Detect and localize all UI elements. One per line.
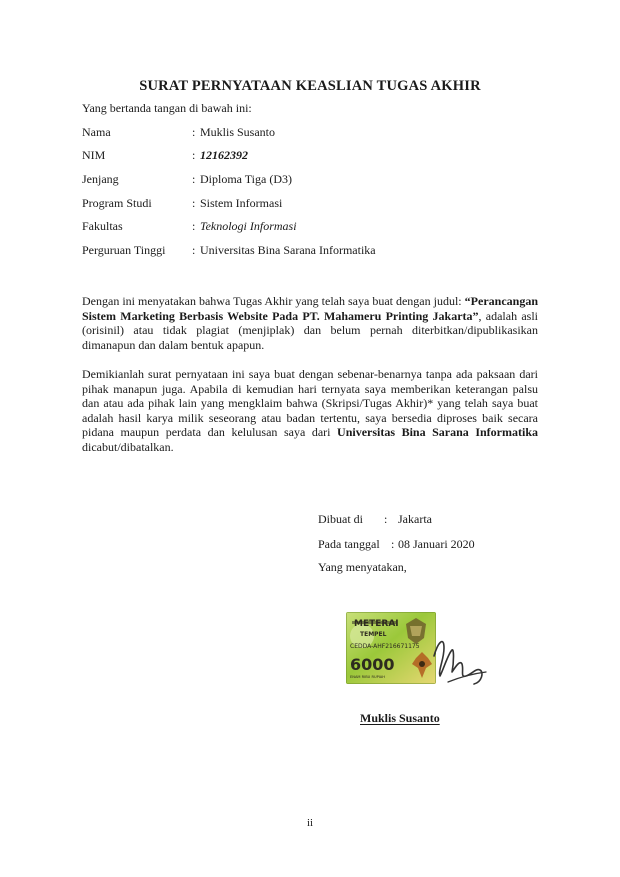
stamp-amount-text: ENAM RIBU RUPIAH: [350, 675, 385, 679]
field-label: Program Studi: [82, 196, 152, 210]
page-number: ii: [306, 817, 314, 829]
declaration-end: dicabut/dibatalkan.: [82, 439, 174, 454]
university-name: Universitas Bina Sarana Informatika: [337, 425, 538, 440]
emblem-shield-icon: [410, 626, 422, 636]
meterai-stamp: [346, 612, 436, 684]
field-label: Fakultas: [82, 219, 123, 233]
field-jenjang: [82, 172, 542, 188]
field-value: Universitas Bina Sarana Informatika: [200, 243, 376, 257]
field-separator: :: [192, 125, 196, 139]
statement-lead: Dengan ini menyatakan bahwa Tugas Akhir yang telah saya buat dengan judul:: [82, 294, 462, 308]
statement-paragraph: [82, 294, 538, 352]
thesis-title: “Perancangan Sistem Marketing Berbasis Website Pada PT. Mahameru Printing Jakarta”: [82, 294, 538, 323]
stamp-amount: 6000: [350, 655, 395, 674]
document-title: SURAT PERNYATAAN KEASLIAN TUGAS AKHIR: [139, 78, 481, 94]
field-separator: :: [192, 148, 196, 162]
field-label: NIM: [82, 148, 106, 162]
field-nim: [82, 148, 542, 164]
field-value: Muklis Susanto: [200, 125, 276, 139]
handwritten-signature: [430, 626, 490, 690]
date-separator: :: [391, 537, 395, 551]
field-label: Nama: [82, 125, 111, 139]
intro-text: Yang bertanda tangan di bawah ini:: [82, 101, 252, 115]
field-label: Perguruan Tinggi: [82, 243, 166, 257]
field-value: Sistem Informasi: [200, 196, 283, 210]
declaration-text: Demikianlah surat pernyataan ini saya buat dengan sebenar-benarnya tanpa ada paksaan dari pihak manapun juga. Apabila di kemudian hari ternyata saya memberikan keterangan palsu dan atau ada pihak lain yang mengklaim bahwa (Skripsi/Tugas Akhir)* yang telah saya buat adalah hasil karya milik seseorang atau badan tertentu, saya bersedia diproses baik secara pidana maupun perdata dan kelulusan saya dari: [82, 367, 538, 440]
field-separator: :: [192, 196, 196, 210]
field-separator: :: [192, 219, 196, 233]
stamp-header: METERAI: [354, 619, 399, 629]
signer-name: Muklis Susanto: [360, 711, 440, 725]
stamp-subheader: TEMPEL: [360, 631, 387, 638]
statement-rest: , adalah asli (orisinil) atau tidak plagiat (menjiplak) dan belum pernah diterbitkan/dipublikasikan dimanapun dan dalam bentuk apapun.: [82, 308, 538, 352]
date-value: 08 Januari 2020: [398, 537, 475, 551]
field-program-studi: [82, 196, 542, 212]
field-value: 12162392: [200, 148, 248, 162]
field-separator: :: [192, 243, 196, 257]
field-fakultas: [82, 219, 542, 235]
made-at-separator: :: [384, 512, 388, 526]
field-value: Diploma Tiga (D3): [200, 172, 293, 186]
made-at-value: Jakarta: [398, 512, 432, 526]
field-separator: :: [192, 172, 196, 186]
date-label: Pada tanggal: [318, 537, 380, 551]
declarer-text: Yang menyatakan,: [318, 560, 407, 574]
stamp-serial: CEDDA-AHF216671175: [350, 643, 420, 650]
made-at-label: Dibuat di: [318, 512, 363, 526]
flower-center-icon: [419, 661, 425, 667]
field-nama: [82, 125, 542, 141]
field-label: Jenjang: [82, 172, 119, 186]
field-perguruan-tinggi: [82, 243, 542, 259]
field-value: Teknologi Informasi: [200, 219, 297, 233]
declaration-paragraph: [82, 367, 538, 455]
